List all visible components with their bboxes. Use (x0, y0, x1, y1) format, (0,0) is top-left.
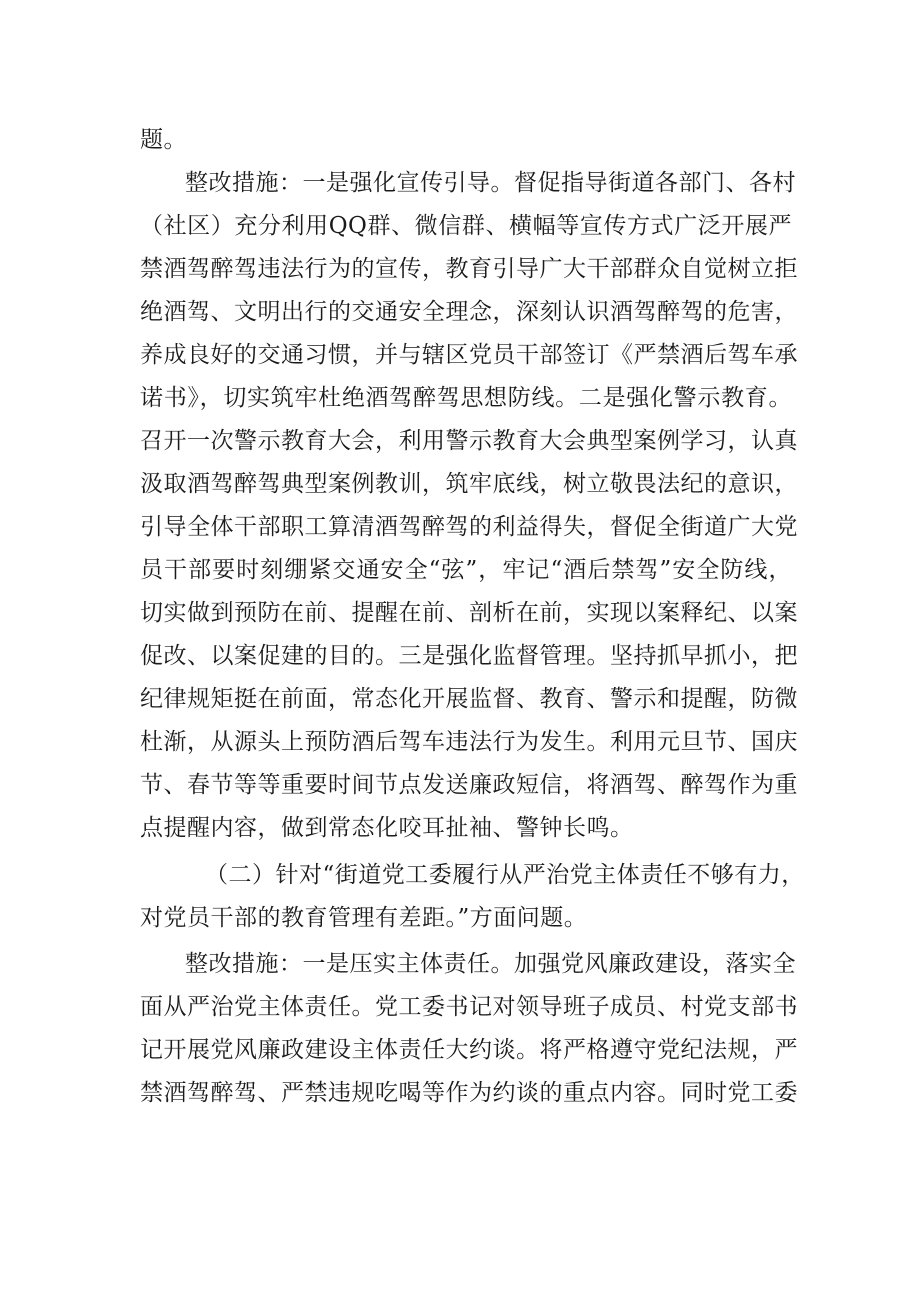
text-line: 召开一次警示教育大会，利用警示教育大会典型案例学习，认真 (140, 428, 798, 454)
section-heading-line: （二）针对“街道党工委履行从严治党主体责任不够有力， (205, 862, 805, 888)
text-line: 汲取酒驾醉驾典型案例教训，筑牢底线，树立敬畏法纪的意识， (140, 471, 798, 497)
section-heading-line: 对党员干部的教育管理有差距。”方面问题。 (140, 905, 588, 931)
text-line: 杜渐，从源头上预防酒后驾车违法行为发生。利用元旦节、国庆 (140, 729, 798, 755)
text-line: 禁酒驾醉驾、严禁违规吃喝等作为约谈的重点内容。同时党工委 (140, 1080, 798, 1106)
text-line: 面从严治党主体责任。党工委书记对领导班子成员、村党支部书 (140, 994, 798, 1020)
text-line: 切实做到预防在前、提醒在前、剖析在前，实现以案释纪、以案 (140, 600, 798, 626)
text-line: 引导全体干部职工算清酒驾醉驾的利益得失，督促全街道广大党 (140, 514, 798, 540)
text-line: 禁酒驾醉驾违法行为的宣传，教育引导广大干部群众自觉树立拒 (140, 256, 798, 282)
text-line: 整改措施：一是强化宣传引导。督促指导街道各部门、各村 (185, 170, 796, 196)
text-line: 养成良好的交通习惯，并与辖区党员干部签订《严禁酒后驾车承 (140, 342, 798, 368)
text-line: 节、春节等等重要时间节点发送廉政短信，将酒驾、醉驾作为重 (140, 772, 798, 798)
text-line: （社区）充分利用QQ群、微信群、横幅等宣传方式广泛开展严 (140, 213, 792, 239)
text-line: 整改措施：一是压实主体责任。加强党风廉政建设，落实全 (185, 951, 796, 977)
text-line: 绝酒驾、文明出行的交通安全理念，深刻认识酒驾醉驾的危害， (140, 299, 798, 325)
text-line: 题。 (140, 127, 187, 153)
text-line: 诺书》，切实筑牢杜绝酒驾醉驾思想防线。二是强化警示教育。 (140, 385, 792, 411)
text-line: 记开展党风廉政建设主体责任大约谈。将严格遵守党纪法规，严 (140, 1037, 798, 1063)
text-line: 纪律规矩挺在前面，常态化开展监督、教育、警示和提醒，防微 (140, 686, 798, 712)
text-line: 员干部要时刻绷紧交通安全“弦”，牢记“酒后禁驾”安全防线， (140, 557, 792, 583)
text-line: 点提醒内容，做到常态化咬耳扯袖、警钟长鸣。 (140, 815, 634, 841)
text-line: 促改、以案促建的目的。三是强化监督管理。坚持抓早抓小，把 (140, 643, 798, 669)
